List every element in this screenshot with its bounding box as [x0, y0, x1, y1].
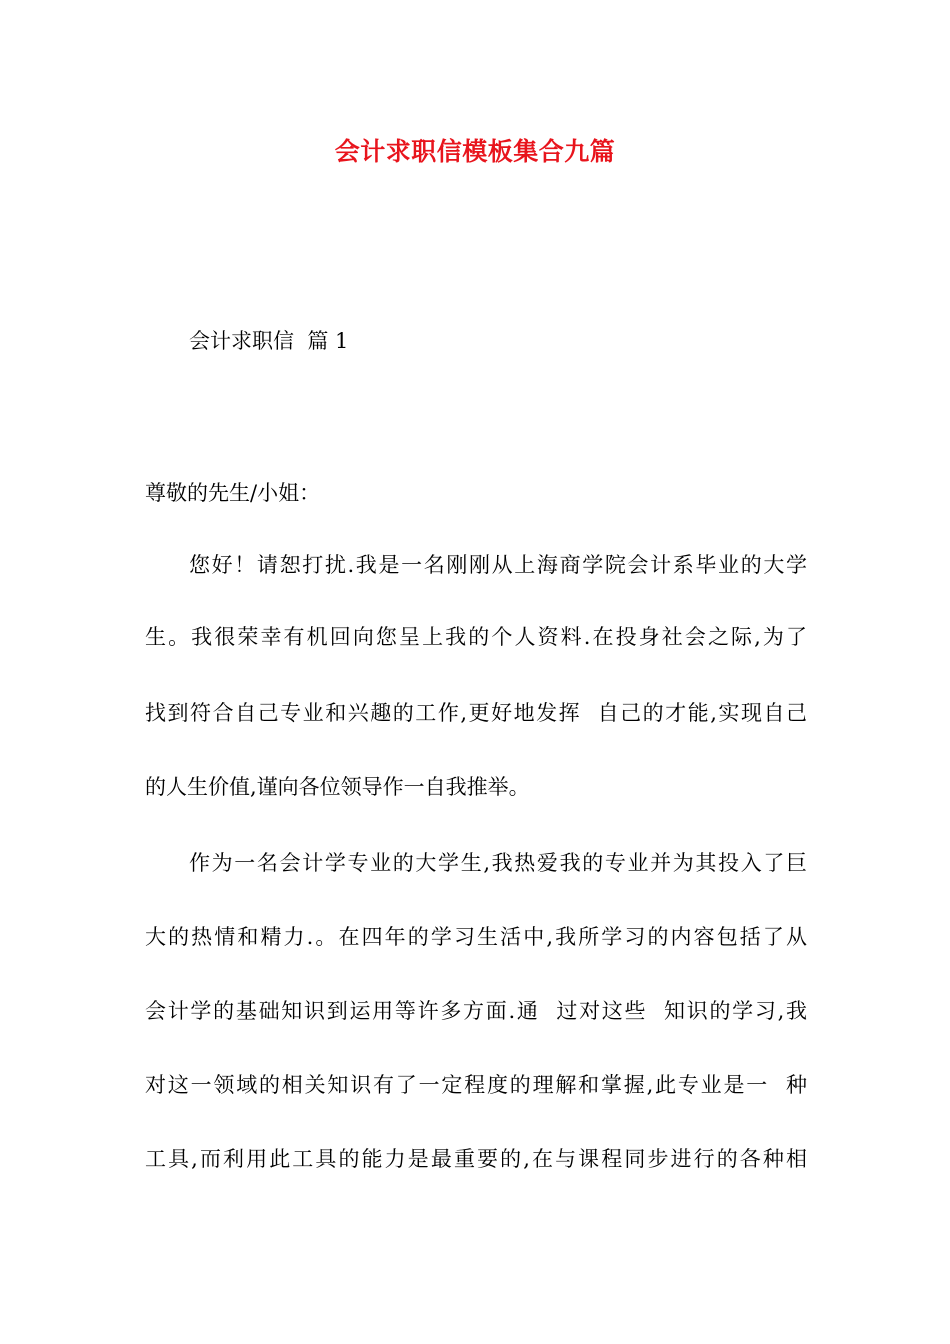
paragraph-1-line-1: 您好！请恕打扰.我是一名刚刚从上海商学院会计系毕业的大学 — [189, 553, 807, 577]
paragraph-2-line-5: 工具,而利用此工具的能力是最重要的,在与课程同步进行的各种相 — [145, 1147, 807, 1171]
paragraph-2-line-4: 对这一领域的相关知识有了一定程度的理解和掌握,此专业是一 种 — [145, 1073, 807, 1097]
paragraph-2-line-3: 会计学的基础知识到运用等许多方面.通 过对这些 知识的学习,我 — [145, 999, 807, 1023]
paragraph-2-line-2: 大的热情和精力.。在四年的学习生活中,我所学习的内容包括了从 — [145, 925, 807, 949]
document-title: 会计求职信模板集合九篇 — [334, 137, 616, 166]
section-heading: 会计求职信 篇 1 — [189, 329, 349, 353]
paragraph-1-line-3: 找到符合自己专业和兴趣的工作,更好地发挥 自己的才能,实现自己 — [145, 701, 807, 725]
paragraph-2-line-1: 作为一名会计学专业的大学生,我热爱我的专业并为其投入了巨 — [189, 851, 807, 875]
paragraph-1-line-4: 的人生价值,谨向各位领导作一自我推举。 — [145, 775, 530, 799]
paragraph-1-line-2: 生。我很荣幸有机回向您呈上我的个人资料.在投身社会之际,为了 — [145, 625, 807, 649]
salutation: 尊敬的先生/小姐： — [145, 481, 321, 505]
